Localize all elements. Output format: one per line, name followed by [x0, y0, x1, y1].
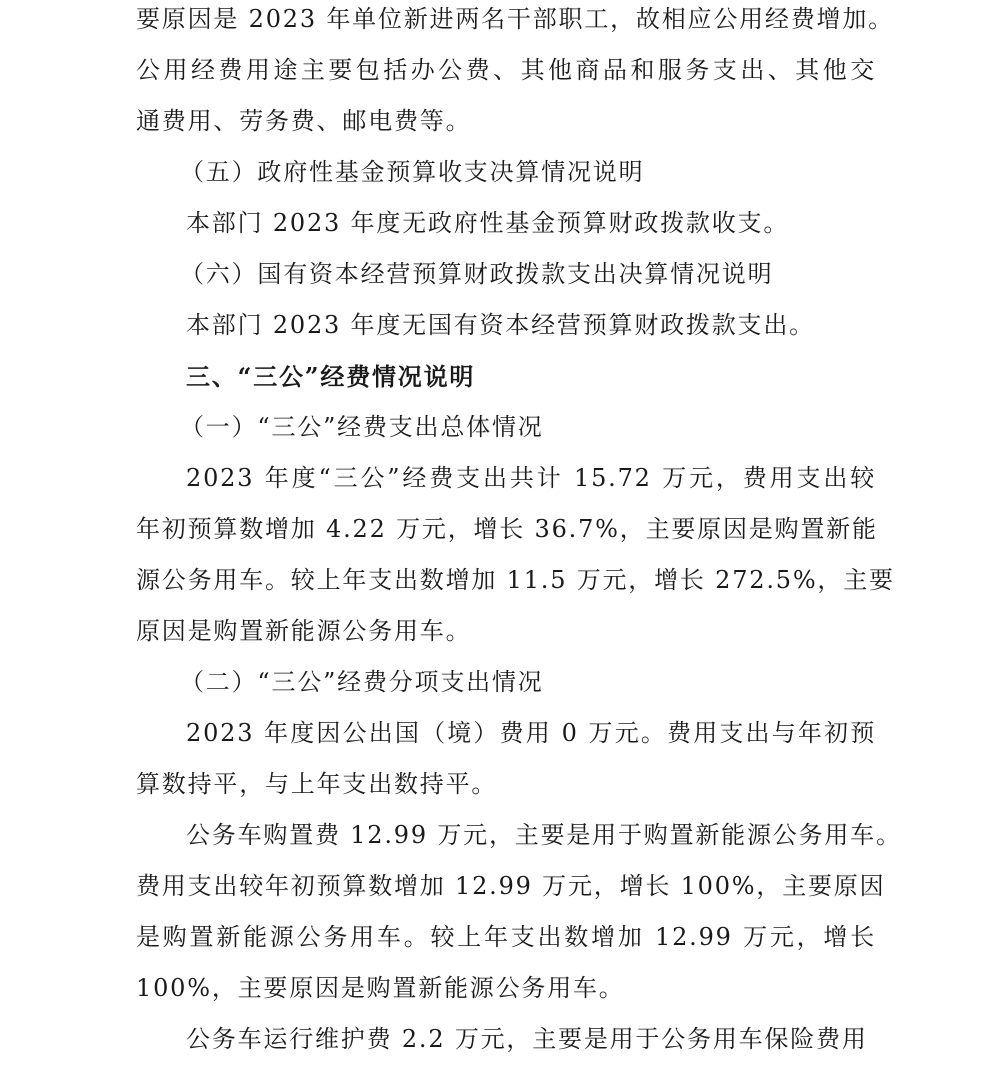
paragraph-line: 2023 年度“三公”经费支出共计 15.72 万元，费用支出较	[186, 464, 876, 492]
paragraph-line: 本部门 2023 年度无国有资本经营预算财政拨款支出。	[186, 311, 815, 339]
section-heading-1: （一）“三公”经费支出总体情况	[180, 413, 544, 441]
paragraph-line: 本部门 2023 年度无政府性基金预算财政拨款收支。	[186, 209, 790, 237]
paragraph-line: 费用支出较年初预算数增加 12.99 万元，增长 100%，主要原因	[136, 872, 886, 900]
paragraph-line: 2023 年度因公出国（境）费用 0 万元。费用支出与年初预	[186, 719, 876, 747]
paragraph-line: 要原因是 2023 年单位新进两名干部职工，故相应公用经费增加。	[136, 5, 894, 33]
document-page	[136, 0, 902, 1065]
chapter-heading-3: 三、“三公”经费情况说明	[186, 362, 476, 391]
paragraph-line: 是购置新能源公务用车。较上年支出数增加 12.99 万元，增长	[136, 923, 876, 951]
section-heading-6: （六）国有资本经营预算财政拨款支出决算情况说明	[180, 260, 774, 288]
paragraph-line: 公用经费用途主要包括办公费、其他商品和服务支出、其他交	[136, 56, 876, 84]
paragraph-line: 年初预算数增加 4.22 万元，增长 36.7%，主要原因是购置新能	[136, 515, 878, 543]
section-heading-2: （二）“三公”经费分项支出情况	[180, 668, 544, 696]
paragraph-line: 原因是购置新能源公务用车。	[136, 617, 472, 645]
paragraph-line: 通费用、劳务费、邮电费等。	[136, 107, 472, 135]
paragraph-line: 公务车购置费 12.99 万元，主要是用于购置新能源公务用车。	[186, 821, 902, 849]
paragraph-line: 算数持平，与上年支出数持平。	[136, 770, 498, 798]
section-heading-5: （五）政府性基金预算收支决算情况说明	[180, 158, 645, 186]
paragraph-line: 100%，主要原因是购置新能源公务用车。	[136, 974, 625, 1002]
paragraph-line: 公务车运行维护费 2.2 万元，主要是用于公务用车保险费用	[186, 1025, 868, 1053]
paragraph-line: 源公务用车。较上年支出数增加 11.5 万元，增长 272.5%，主要	[136, 566, 895, 594]
